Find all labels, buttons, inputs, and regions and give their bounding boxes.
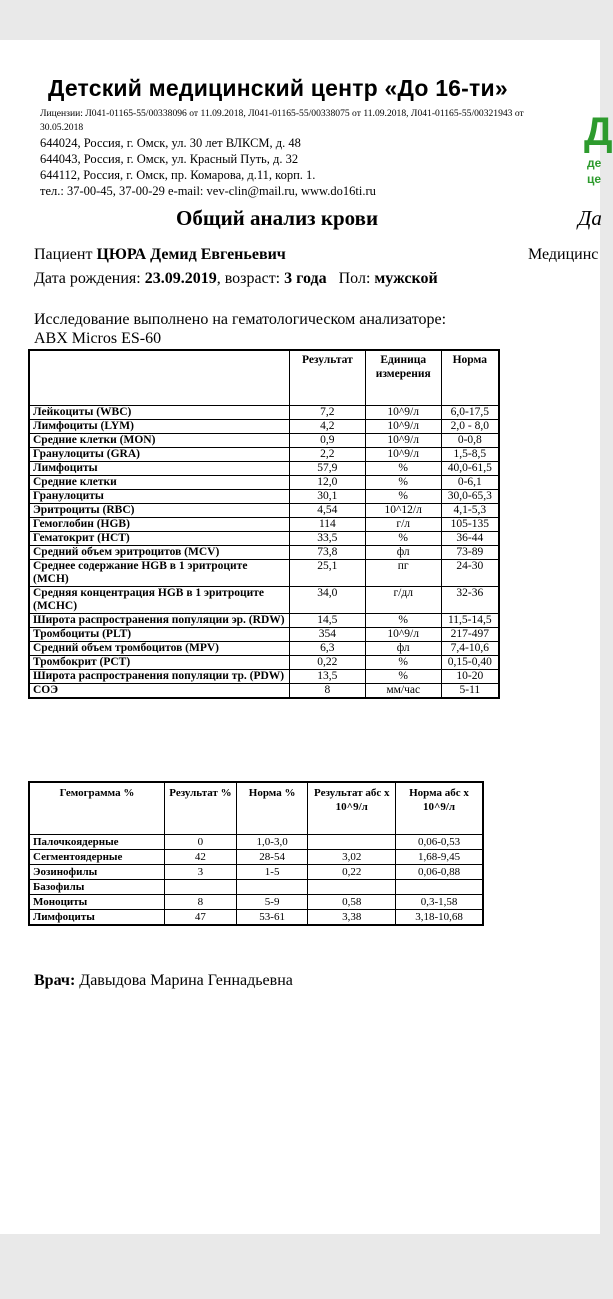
blood-row-norm: 10-20	[441, 670, 499, 684]
blood-row-name: Эритроциты (RBC)	[29, 504, 289, 518]
blood-row-result: 0,9	[289, 434, 365, 448]
hemogram-row-name: Палочкоядерные	[29, 835, 165, 850]
blood-row-unit: 10^9/л	[365, 406, 441, 420]
hemogram-row-name: Сегментоядерные	[29, 850, 165, 865]
blood-row	[29, 448, 499, 462]
blood-row	[29, 504, 499, 518]
blood-row-result: 12,0	[289, 476, 365, 490]
age-value: 3 года	[284, 270, 327, 287]
blood-row-unit: %	[365, 532, 441, 546]
blood-row-result: 13,5	[289, 670, 365, 684]
blood-row-name: Лимфоциты (LYM)	[29, 420, 289, 434]
hemogram-row-abs_norm: 1,68-9,45	[396, 850, 483, 865]
blood-row-name: Средний объем тромбоцитов (MPV)	[29, 642, 289, 656]
hemogram-row-abs: 0,22	[308, 865, 396, 880]
blood-row-name: Гематокрит (HCT)	[29, 532, 289, 546]
blood-row-norm: 105-135	[441, 518, 499, 532]
hemogram-row-result: 3	[165, 865, 237, 880]
blood-row-result: 8	[289, 684, 365, 699]
hemogram-row-abs_norm: 3,18-10,68	[396, 910, 483, 926]
blood-row-unit: 10^9/л	[365, 628, 441, 642]
hemogram-row-abs_norm: 0,06-0,88	[396, 865, 483, 880]
blood-row	[29, 532, 499, 546]
blood-row-result: 354	[289, 628, 365, 642]
hemogram-row	[29, 895, 483, 910]
blood-row-norm: 32-36	[441, 587, 499, 614]
age-label: , возраст:	[216, 270, 285, 287]
hemogram-row-name: Моноциты	[29, 895, 165, 910]
blood-row-unit: %	[365, 656, 441, 670]
hemogram-row-result: 0	[165, 835, 237, 850]
logo-text-1: де	[587, 156, 602, 170]
hemogram-row-name: Лимфоциты	[29, 910, 165, 926]
hemogram-header-norm: Норма %	[236, 782, 308, 835]
hemogram-row-abs	[308, 835, 396, 850]
blood-header-result: Результат	[289, 350, 365, 406]
blood-row-name: Средние клетки (MON)	[29, 434, 289, 448]
blood-row-norm: 5-11	[441, 684, 499, 699]
blood-row	[29, 490, 499, 504]
blood-row-unit: 10^9/л	[365, 448, 441, 462]
blood-row-result: 6,3	[289, 642, 365, 656]
birth-label: Дата рождения:	[34, 270, 145, 287]
blood-row-unit: %	[365, 476, 441, 490]
blood-row-norm: 217-497	[441, 628, 499, 642]
blood-row-result: 7,2	[289, 406, 365, 420]
blood-row	[29, 642, 499, 656]
sex-value: мужской	[374, 270, 438, 287]
blood-row-name: Средние клетки	[29, 476, 289, 490]
blood-row-result: 33,5	[289, 532, 365, 546]
blood-row	[29, 628, 499, 642]
blood-row-unit: %	[365, 614, 441, 628]
blood-row-norm: 30,0-65,3	[441, 490, 499, 504]
blood-row-norm: 1,5-8,5	[441, 448, 499, 462]
blood-row-unit: фл	[365, 546, 441, 560]
hemogram-row	[29, 850, 483, 865]
blood-header-norm: Норма	[441, 350, 499, 406]
hemogram-row	[29, 910, 483, 926]
blood-row	[29, 420, 499, 434]
blood-row-result: 57,9	[289, 462, 365, 476]
doctor-line	[34, 972, 293, 990]
blood-row-name: Широта распространения популяции тр. (PDW)	[29, 670, 289, 684]
blood-row	[29, 518, 499, 532]
med-card-label-cut: Медицинс	[528, 246, 599, 263]
hemogram-header-abs: Результат абс х 10^9/л	[308, 782, 396, 835]
document-title: Общий анализ крови	[176, 206, 379, 230]
blood-header-name	[29, 350, 289, 406]
hemogram-row-norm	[236, 880, 308, 895]
blood-row-norm: 40,0-61,5	[441, 462, 499, 476]
hemogram-row-norm: 5-9	[236, 895, 308, 910]
hemogram-row-norm: 1,0-3,0	[236, 835, 308, 850]
blood-row-norm: 6,0-17,5	[441, 406, 499, 420]
blood-row-unit: 10^9/л	[365, 420, 441, 434]
blood-header-row	[29, 350, 499, 406]
hemogram-row-result	[165, 880, 237, 895]
logo-text-2: це	[587, 172, 602, 186]
blood-row	[29, 587, 499, 614]
blood-row-norm: 24-30	[441, 560, 499, 587]
hemogram-row	[29, 865, 483, 880]
blood-row-norm: 0,15-0,40	[441, 656, 499, 670]
blood-row-unit: пг	[365, 560, 441, 587]
blood-row-unit: мм/час	[365, 684, 441, 699]
blood-row	[29, 614, 499, 628]
blood-row-unit: %	[365, 490, 441, 504]
hemogram-row-name: Базофилы	[29, 880, 165, 895]
blood-row-unit: %	[365, 462, 441, 476]
hemogram-row	[29, 835, 483, 850]
blood-row-name: Лейкоциты (WBC)	[29, 406, 289, 420]
blood-row	[29, 684, 499, 699]
analyzer-name: ABX Micros ES-60	[34, 330, 162, 347]
blood-row-result: 0,22	[289, 656, 365, 670]
blood-row-unit: г/л	[365, 518, 441, 532]
hemogram-row-abs: 3,38	[308, 910, 396, 926]
blood-row-name: Средний объем эритроцитов (MCV)	[29, 546, 289, 560]
birth-date: 23.09.2019	[144, 270, 217, 287]
blood-row-norm: 36-44	[441, 532, 499, 546]
hemogram-row-norm: 53-61	[236, 910, 308, 926]
study-line: Исследование выполнено на гематологическом анализаторе:	[34, 311, 447, 328]
blood-row-result: 14,5	[289, 614, 365, 628]
blood-row-result: 73,8	[289, 546, 365, 560]
hemogram-row-abs_norm: 0,3-1,58	[396, 895, 483, 910]
hemogram-row-abs: 0,58	[308, 895, 396, 910]
hemogram-header-abs-norm: Норма абс х 10^9/л	[396, 782, 483, 835]
hemogram-row-name: Эозинофилы	[29, 865, 165, 880]
hemogram-row-result: 47	[165, 910, 237, 926]
document-page	[0, 40, 613, 1234]
blood-row-norm: 11,5-14,5	[441, 614, 499, 628]
contacts: тел.: 37-00-45, 37-00-29 e-mail: vev-clin@mail.ru, www.do16ti.ru	[40, 184, 376, 198]
blood-row-norm: 0-6,1	[441, 476, 499, 490]
hemogram-row-result: 8	[165, 895, 237, 910]
hemogram-row-abs: 3,02	[308, 850, 396, 865]
blood-row	[29, 434, 499, 448]
blood-row-result: 4,2	[289, 420, 365, 434]
blood-row-result: 114	[289, 518, 365, 532]
blood-row	[29, 406, 499, 420]
hemogram-row-abs_norm: 0,06-0,53	[396, 835, 483, 850]
sex-label: Пол:	[326, 270, 375, 287]
patient-label: Пациент	[34, 246, 97, 263]
hemogram-row-norm: 1-5	[236, 865, 308, 880]
blood-row-result: 34,0	[289, 587, 365, 614]
licenses: Лицензии: Л041-01165-55/00338096 от 11.09.2018, Л041-01165-55/00338075 от 11.09.2018, Л041-01165-55/00321943 от 30.05.2018	[40, 108, 524, 133]
blood-row-norm: 2,0 - 8,0	[441, 420, 499, 434]
blood-row-result: 30,1	[289, 490, 365, 504]
blood-row	[29, 462, 499, 476]
hemogram-row-norm: 28-54	[236, 850, 308, 865]
hemogram-header-row	[29, 782, 483, 835]
blood-row-name: Широта распространения популяции эр. (RDW)	[29, 614, 289, 628]
doctor-name: Давыдова Марина Геннадьевна	[79, 972, 293, 989]
hemogram-row	[29, 880, 483, 895]
patient-line	[34, 246, 286, 264]
blood-row-unit: г/дл	[365, 587, 441, 614]
hemogram-header-result: Результат %	[165, 782, 237, 835]
blood-row-unit: %	[365, 670, 441, 684]
blood-test-table	[28, 349, 500, 699]
blood-row-norm: 73-89	[441, 546, 499, 560]
address-2: 644043, Россия, г. Омск, ул. Красный Путь, д. 32	[40, 152, 299, 166]
blood-row	[29, 560, 499, 587]
address-1: 644024, Россия, г. Омск, ул. 30 лет ВЛКСМ, д. 48	[40, 136, 301, 150]
doctor-label: Врач:	[34, 972, 76, 989]
blood-row-name: СОЭ	[29, 684, 289, 699]
blood-row-norm: 0-0,8	[441, 434, 499, 448]
blood-row-name: Гранулоциты (GRA)	[29, 448, 289, 462]
blood-row-unit: фл	[365, 642, 441, 656]
blood-row-result: 2,2	[289, 448, 365, 462]
blood-row-norm: 7,4-10,6	[441, 642, 499, 656]
blood-row-name: Лимфоциты	[29, 462, 289, 476]
blood-row-name: Тромбокрит (PCT)	[29, 656, 289, 670]
blood-row	[29, 670, 499, 684]
blood-row-unit: 10^9/л	[365, 434, 441, 448]
blood-header-unit: Единица измерения	[365, 350, 441, 406]
blood-row	[29, 476, 499, 490]
blood-row-name: Гемоглобин (HGB)	[29, 518, 289, 532]
blood-row-result: 25,1	[289, 560, 365, 587]
hemogram-row-abs_norm	[396, 880, 483, 895]
blood-row-result: 4,54	[289, 504, 365, 518]
blood-row-name: Гранулоциты	[29, 490, 289, 504]
blood-row-name: Средняя концентрация HGB в 1 эритроците (MCHC)	[29, 587, 289, 614]
blood-row-unit: 10^12/л	[365, 504, 441, 518]
hemogram-row-result: 42	[165, 850, 237, 865]
hemogram-table	[28, 781, 484, 926]
hemogram-header-name: Гемограмма %	[29, 782, 165, 835]
blood-row	[29, 546, 499, 560]
address-3: 644112, Россия, г. Омск, пр. Комарова, д.11, корп. 1.	[40, 168, 316, 182]
birth-line	[34, 270, 438, 288]
blood-row-name: Среднее содержание HGB в 1 эритроците (MCH)	[29, 560, 289, 587]
blood-row	[29, 656, 499, 670]
hemogram-row-abs	[308, 880, 396, 895]
date-label-cut: Да	[578, 206, 602, 230]
blood-row-norm: 4,1-5,3	[441, 504, 499, 518]
clinic-title: Детский медицинский центр «До 16-ти»	[48, 75, 508, 101]
blood-row-name: Тромбоциты (PLT)	[29, 628, 289, 642]
logo-letter: Д	[584, 110, 613, 154]
patient-name: ЦЮРА Демид Евгеньевич	[96, 246, 286, 263]
